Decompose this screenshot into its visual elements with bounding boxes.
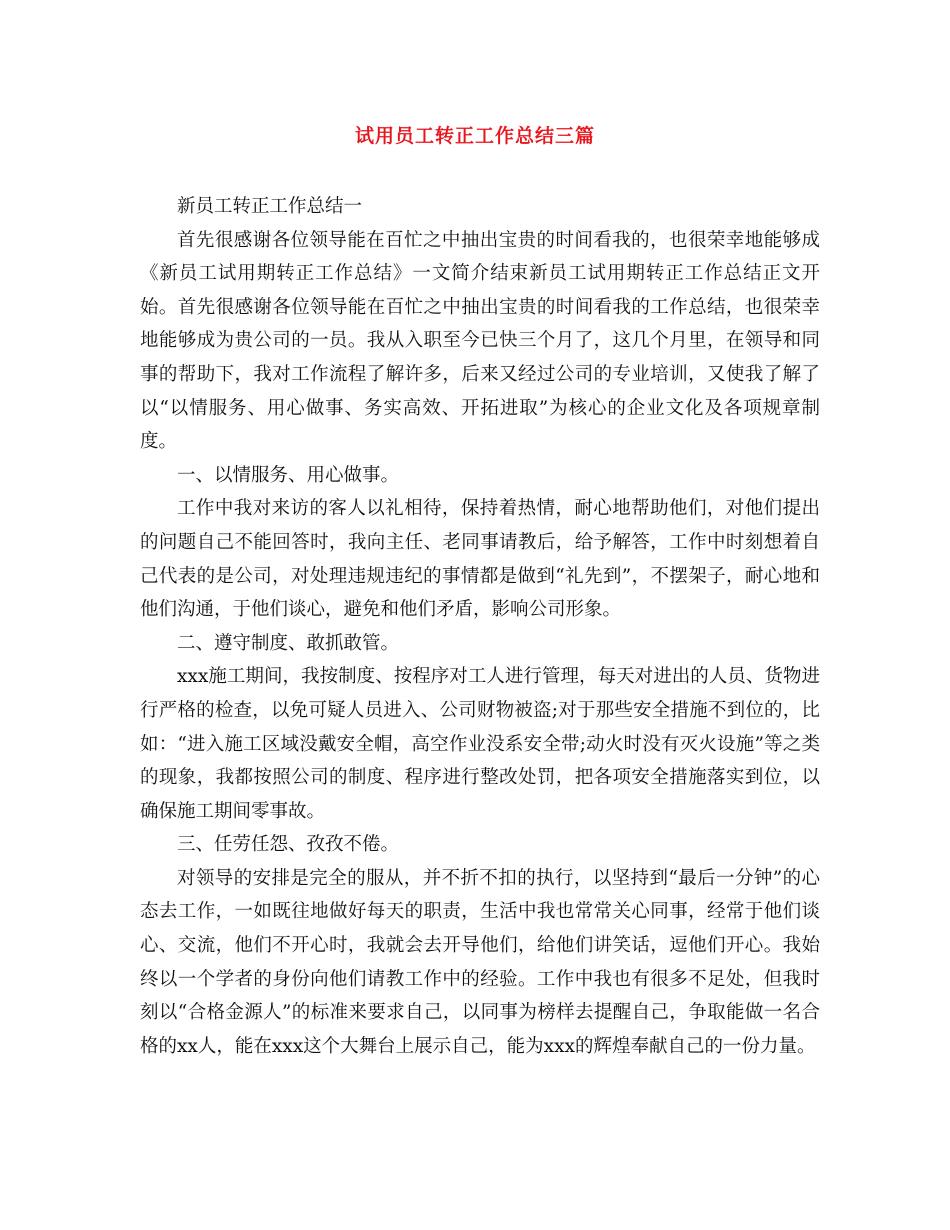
document-body [140, 190, 820, 1063]
section-heading: 新员工转正工作总结一 [177, 196, 363, 217]
body-paragraph: xxx施工期间，我按制度、按程序对工人进行管理，每天对进出的人员、货物进行严格的检查，以免可疑人员进入、公司财物被盗;对于那些安全措施不到位的，比如：“进入施工区域没戴安全帽，高空作业没系安全带;动火时没有灭火设施”等之类的现象，我都按照公司的制度、程序进行整改处罚，把各项安全措施落实到位，以确保施工期间零事故。 [140, 666, 820, 822]
body-paragraph: 对领导的安排是完全的服从，并不折不扣的执行，以坚持到“最后一分钟”的心态去工作，一如既往地做好每天的职责，生活中我也常常关心同事，经常于他们谈心、交流，他们不开心时，我就会去开导他们，给他们讲笑话，逗他们开心。我始终以一个学者的身份向他们请教工作中的经验。工作中我也有很多不足处，但我时刻以“合格金源人”的标准来要求自己，以同事为榜样去提醒自己，争取能做一名合格的xx人，能在xxx这个大舞台上展示自己，能为xxx的辉煌奉献自己的一份力量。 [140, 867, 820, 1057]
document-title: 试用员工转正工作总结三篇 [354, 125, 595, 147]
body-paragraph: 工作中我对来访的客人以礼相待，保持着热情，耐心地帮助他们，对他们提出的问题自己不能回答时，我向主任、老同事请教后，给予解答，工作中时刻想着自己代表的是公司，对处理违规违纪的事情都是做到“礼先到”，不摆架子，耐心地和他们沟通，于他们谈心，避免和他们矛盾，影响公司形象。 [140, 498, 820, 621]
body-paragraph: 首先很感谢各位领导能在百忙之中抽出宝贵的时间看我的，也很荣幸地能够成《新员工试用期转正工作总结》一文简介结束新员工试用期转正工作总结正文开始。首先很感谢各位领导能在百忙之中抽出宝贵的时间看我的工作总结，也很荣幸地能够成为贵公司的一员。我从入职至今已快三个月了，这几个月里，在领导和同事的帮助下，我对工作流程了解许多，后来又经过公司的专业培训，又使我了解了以“以情服务、用心做事、务实高效、开拓进取”为核心的企业文化及各项规章制度。 [140, 229, 820, 453]
section-heading: 二、遵守制度、敢抓敢管。 [177, 632, 400, 654]
section-heading: 三、任劳任怨、孜孜不倦。 [177, 834, 400, 856]
section-heading: 一、以情服务、用心做事。 [177, 464, 400, 486]
